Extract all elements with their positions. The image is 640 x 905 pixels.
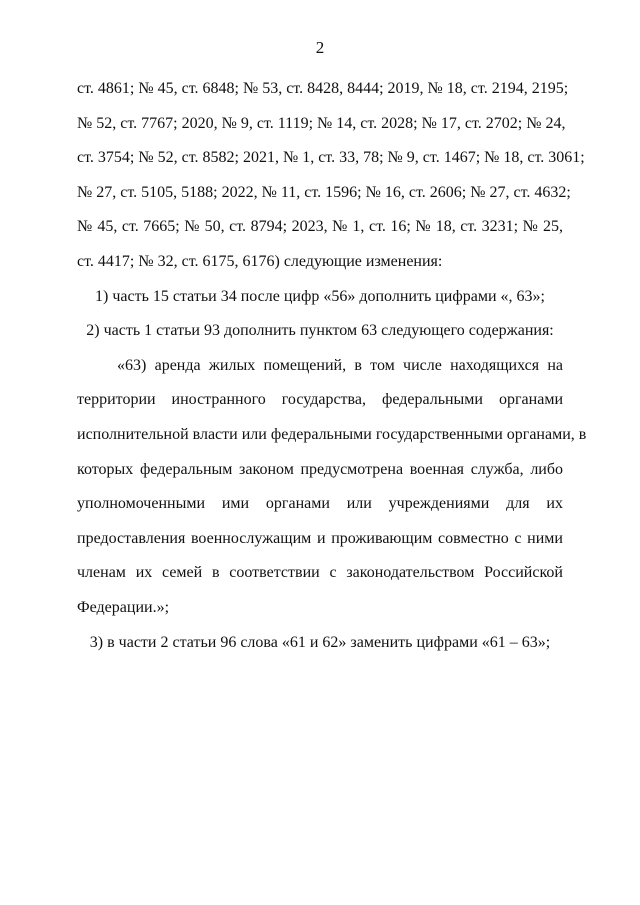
quoted-text-line: которых федеральным законом предусмотрена военная служба, либо (77, 460, 563, 478)
amendment-item-1: 1) часть 15 статьи 34 после цифр «56» дополнить цифрами «, 63»; (95, 287, 545, 305)
text-line: № 52, ст. 7767; 2020, № 9, ст. 1119; № 14, ст. 2028; № 17, ст. 2702; № 24, (77, 114, 566, 132)
quoted-text-line: территории иностранного государства, федеральными органами (77, 391, 563, 409)
amendment-item-3: 3) в части 2 статьи 96 слова «61 и 62» заменить цифрами «61 – 63»; (89, 633, 551, 651)
amendment-item-2: 2) часть 1 статьи 93 дополнить пунктом 63 следующего содержания: (86, 322, 554, 340)
quoted-text-line: исполнительной власти или федеральными государственными органами, в (77, 425, 587, 443)
text-line: ст. 4861; № 45, ст. 6848; № 53, ст. 8428, 8444; 2019, № 18, ст. 2194, 2195; (77, 80, 569, 97)
quoted-text-line: Федерации.»; (77, 598, 170, 616)
text-line: № 27, ст. 5105, 5188; 2022, № 11, ст. 1596; № 16, ст. 2606; № 27, ст. 4632; (77, 183, 571, 201)
quoted-text-line: «63) аренда жилых помещений, в том числе находящихся на (117, 356, 563, 374)
quoted-text-line: уполномоченными ими органами или учреждениями для их (77, 495, 563, 513)
text-line: ст. 3754; № 52, ст. 8582; 2021, № 1, ст. 33, 78; № 9, ст. 1467; № 18, ст. 3061; (77, 149, 585, 167)
quoted-text-line: членам их семей в соответствии с законодательством Российской (77, 564, 563, 582)
document-body (77, 72, 587, 660)
page-number: 2 (315, 38, 325, 57)
text-line: ст. 4417; № 32, ст. 6175, 6176) следующие изменения: (77, 252, 443, 270)
text-line: № 45, ст. 7665; № 50, ст. 8794; 2023, № 1, ст. 16; № 18, ст. 3231; № 25, (77, 218, 563, 236)
quoted-text-line: предоставления военнослужащим и проживающим совместно с ними (77, 529, 563, 547)
